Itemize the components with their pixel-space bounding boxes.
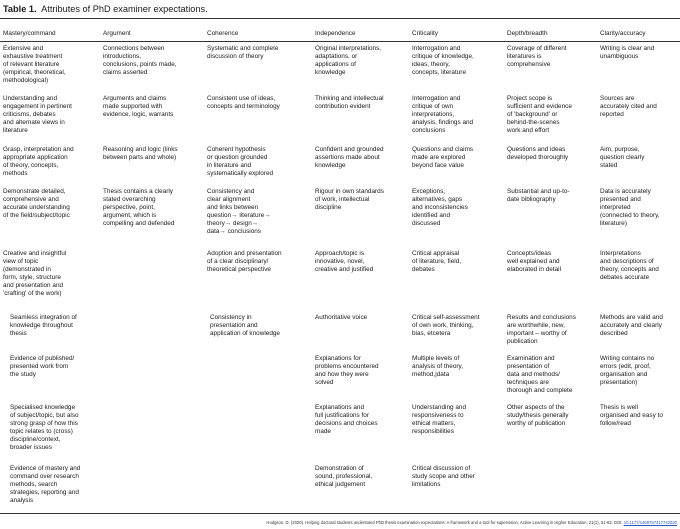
cell-r9-mastery: Evidence of mastery and command over research methods, search strategies, reporting and analysis	[10, 465, 81, 505]
cell-r8-depth: Other aspects of the study/thesis generally worthy of publication	[507, 404, 569, 428]
column-header-argument: Argument	[103, 30, 131, 37]
cell-r3-argument: Reasoning and logic (links between parts and whole)	[103, 146, 178, 162]
cell-r5-criticality: Critical appraisal of literature, field, debates	[412, 250, 462, 274]
cell-r3-criticality: Questions and claims made are explored beyond face value	[412, 146, 474, 170]
table-label: Table 1.	[3, 4, 37, 14]
cell-r8-independence: Explanations and full justifications for decisions and choices made	[315, 404, 378, 436]
cell-r8-mastery: Specialised knowledge of subject/topic, but also strong grasp of how this topic relates to (cross) discipline/context, broader issues	[10, 404, 79, 452]
cell-r1-depth: Coverage of different literatures is comprehensive	[507, 45, 567, 69]
cell-r3-mastery: Grasp, interpretation and appropriate application of theory, concepts, methods	[3, 146, 74, 178]
cell-r4-argument: Thesis contains a clearly stated overarching perspective, point, argument, which is compelling and defended	[103, 188, 175, 228]
cell-r4-criticality: Exceptions, alternatives, gaps and inconsistencies identified and discussed	[412, 188, 468, 228]
column-header-criticality: Criticality	[412, 30, 438, 37]
cell-r7-clarity: Writing contains no errors (edit, proof, organisation and presentation)	[600, 355, 655, 387]
cell-r1-clarity: Writing is clear and unambiguous	[600, 45, 655, 61]
cell-r2-mastery: Understanding and engagement in pertinent criticisms, debates and alternate views in literature	[3, 95, 72, 135]
cell-r2-clarity: Sources are accurately cited and reported	[600, 95, 657, 119]
cell-r9-independence: Demonstration of sound, professional, ethical judgement	[315, 465, 373, 489]
cell-r7-depth: Examination and presentation of data and methods/ techniques are thorough and complete	[507, 355, 573, 395]
cell-r9-criticality: Critical discussion of study scope and other limitations	[412, 465, 475, 489]
cell-r2-coherence: Consistent use of ideas, concepts and terminology	[207, 95, 280, 111]
column-header-depth: Depth/breadth	[507, 30, 548, 37]
cell-r6-independence: Authoritative voice	[315, 314, 368, 321]
cell-r3-independence: Confident and grounded assertions made about knowledge	[315, 146, 384, 170]
cell-r4-independence: Rigour in own standards of work, intellectual discipline	[315, 188, 384, 212]
cell-r5-depth: Concepts/ideas well explained and elaborated in detail	[507, 250, 562, 274]
cell-r1-argument: Connections between introductions, conclusions, points made, claims asserted	[103, 45, 177, 77]
cell-r2-independence: Thinking and intellectual contribution evident	[315, 95, 384, 111]
cell-r7-mastery: Evidence of published/ presented work from the study	[10, 355, 75, 379]
cell-r7-criticality: Multiple levels of analysis of theory, method,|data	[412, 355, 464, 379]
column-header-mastery: Mastery/command	[3, 30, 56, 37]
cell-r2-criticality: Interrogation and critique of own interpretations, analysis, findings and conclusions	[412, 95, 474, 135]
cell-r4-clarity: Data is accurately presented and interpreted (connected to theory, literature)	[600, 188, 660, 228]
cell-r6-criticality: Critical self-assessment of own work, thinking, bias, etcetera	[412, 314, 480, 338]
table-caption	[3, 4, 208, 14]
citation-text: Hodgson, D. (2020). Helping doctoral students understand PhD thesis examination expectations: A framework and a tool for supervision. Active Learning in Higher Education, 21(1), 51-63. DOI:	[266, 520, 624, 525]
cell-r3-clarity: Aim, purpose, question clearly stated	[600, 146, 645, 170]
table-header-rule	[0, 41, 680, 42]
cell-r1-criticality: Interrogation and critique of knowledge, ideas, theory, concepts, literature	[412, 45, 474, 77]
cell-r3-coherence: Coherent hypothesis or question grounded in literature and systematically explored	[207, 146, 274, 178]
cell-r4-mastery: Demonstrate detailed, comprehensive and accurate understanding of the field/subject/topic	[3, 188, 70, 220]
cell-r2-depth: Project scope is sufficient and evidence of 'background' or behind-the-scenes work and effort	[507, 95, 572, 135]
cell-r1-independence: Original interpretations, adaptations, or applications of knowledge	[315, 45, 382, 77]
cell-r7-independence: Explanations for problems encountered and how they were solved	[315, 355, 379, 387]
cell-r5-coherence: Adoption and presentation of a clear disciplinary/ theoretical perspective	[207, 250, 282, 274]
citation-footer	[266, 520, 677, 525]
column-header-independence: Independence	[315, 30, 356, 37]
cell-r5-clarity: Interpretations and descriptions of theory, concepts and debates accurate	[600, 250, 659, 282]
doi-link[interactable]: 10.1177/1469787417742020	[623, 520, 677, 525]
cell-r3-depth: Questions and ideas developed thoroughly	[507, 146, 569, 162]
column-header-clarity: Clarity/accuracy	[600, 30, 646, 37]
cell-r2-argument: Arguments and claims made supported with evidence, logic, warrants	[103, 95, 174, 119]
table-title: Attributes of PhD examiner expectations.	[41, 4, 208, 14]
cell-r8-clarity: Thesis is well organised and easy to follow/read	[600, 404, 663, 428]
cell-r6-mastery: Seamless integration of knowledge throughout thesis	[10, 314, 77, 338]
column-header-coherence: Coherence	[207, 30, 239, 37]
cell-r6-clarity: Methods are valid and accurately and clearly described	[600, 314, 663, 338]
cell-r5-independence: Approach/topic is innovative, novel, creative and justified	[315, 250, 374, 274]
cell-r1-coherence: Systematic and complete discussion of theory	[207, 45, 279, 61]
cell-r4-depth: Substantial and up-to- date bibliography	[507, 188, 570, 204]
cell-r5-mastery: Creative and insightful view of topic (demonstrated in form, style, structure and presentation and 'crafting' of the work)	[3, 250, 67, 298]
cell-r1-mastery: Extensive and exhaustive treatment of relevant literature (empirical, theoretical, methodological)	[3, 45, 66, 85]
table-bottom-rule	[0, 513, 680, 514]
cell-r6-depth: Results and conclusions are worthwhile, new, important – worthy of publication	[507, 314, 576, 346]
table-top-rule	[0, 18, 680, 19]
cell-r8-criticality: Understanding and responsiveness to ethical matters, responsibilities	[412, 404, 467, 436]
cell-r4-coherence: Consistency and clear alignment and links between question→ literature→ theory→ design→ data→ conclusions	[207, 188, 271, 236]
cell-r6-coherence: Consistency in presentation and application of knowledge	[210, 314, 280, 338]
